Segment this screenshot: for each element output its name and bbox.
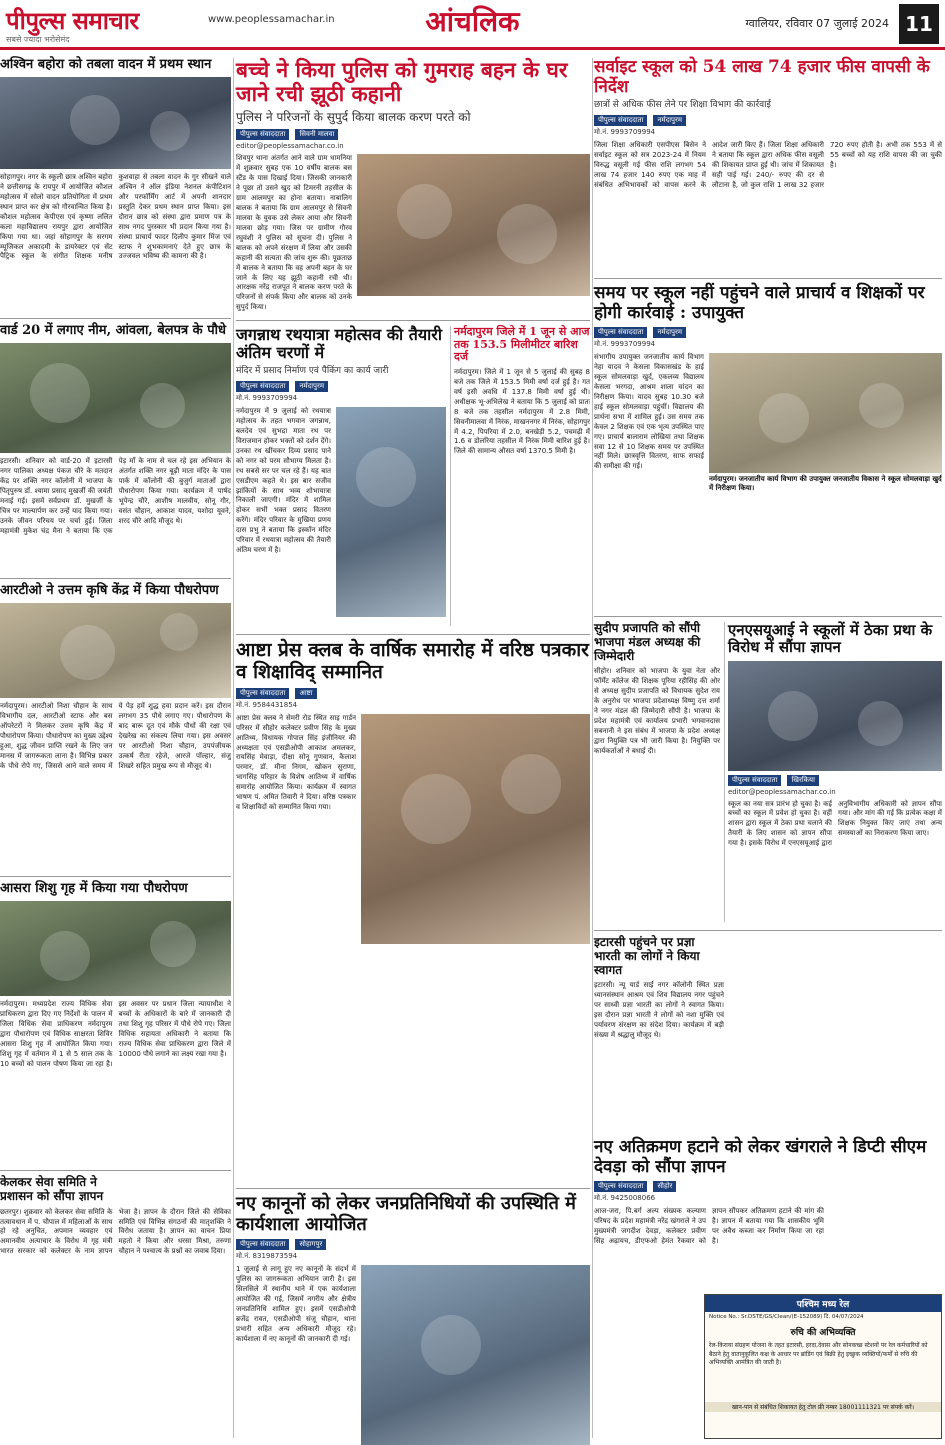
story-headline: समय पर स्कूल नहीं पहुंचने वाले प्राचार्य व शिक्षकों पर होगी कार्रवाई : उपायुक्त (594, 283, 925, 323)
story-ward20 (0, 324, 231, 567)
story-headline: आरटीओ ने उत्तम कृषि केंद्र में किया पौधरोपण (0, 583, 219, 598)
dateline: ग्वालियर, रविवार 07 जुलाई 2024 (745, 17, 889, 30)
story-headline: नए कानूनों को लेकर जनप्रतिनिधियों की उपस्थिति में कार्यशाला आयोजित (236, 1193, 576, 1235)
story-sudeep (594, 622, 720, 919)
story-headline: इटारसी पहुंचने पर प्रज्ञा भारती का लोगों ने किया स्वागत (594, 935, 700, 977)
ad-notice: Notice No.: Sr.DSTE/GS/Clean/(E-152089) दि. 04/07/2024 (709, 1314, 864, 1320)
lead-subhead: पुलिस ने परिजनों के सुपुर्द किया बालक करण परते को (236, 110, 471, 125)
principal-photo (709, 353, 942, 473)
ad-title: रुचि की अभिव्यक्ति (790, 1328, 856, 1339)
tabla-photo (0, 77, 231, 169)
story-police (236, 57, 590, 312)
story-headline: नए अतिक्रमण हटाने को लेकर खंगराले ने डिप्टी सीएम देवड़ा को सौंपा ज्ञापन (594, 1137, 927, 1177)
ad-header: पश्चिम मध्य रेल (705, 1295, 941, 1312)
byline (236, 381, 446, 392)
story-headline: आसरा शिशु गृह में किया गया पौधरोपण (0, 881, 188, 896)
story-body: 1 जुलाई से लागू हुए नए कानूनों के संदर्भ में पुलिस का जागरूकता अभियान जारी है। इस सिलसिले में स्थानीय थाने में एक कार्यशाला आयोजित की गई, जिसमें नगरीय और क्षेत्रीय जनप्रतिनिधि शामिल हुए। इसमें एसडीओपी ब्रजेंद्र रावत, एसडीओपी संजू चौहान, थाना प्रभारी सहित अन्य अधिकारी मौजूद रहे। कार्यशाला में नए कानूनों की जानकारी दी गई। (236, 1265, 356, 1343)
story-kelkar (0, 1176, 231, 1408)
story-shishu (0, 882, 231, 1170)
workshop-photo (361, 1265, 590, 1445)
byline-email[interactable]: editor@peoplessamachar.co.in (728, 787, 836, 796)
byline-mobile: मो.नं. 9993709994 (594, 128, 656, 137)
byline (236, 129, 590, 140)
plantation-photo (0, 343, 231, 453)
byline-place: नर्मदापुरम (295, 381, 328, 392)
story-body: सीहोर। शनिवार को भाजपा के युवा नेता और फॉर्मेंट कॉलेज की शिक्षक पूरिया रहीसिंह की ओर से अध्यक्ष सुदीप प्रजापति को विधायक सुदेश राय के अनुरोध पर भाजपा प्रदेशाध्यक्ष विष्णु दत्त शर्मा ने नगर मंडल की जिम्मेदारी सौंपी है। भाजपा के प्रदेश महामंत्री एवं कार्यालय प्रभारी भगवानदास सबनानी ने इस संबंध में भाजपा के प्रदेश अध्यक्ष द्वारा नियुक्ति पत्र भी जारी किया है। नियुक्ति पर कार्यकर्ताओं ने बधाई दी। (594, 667, 720, 755)
byline-place: सिवनी मालवा (295, 129, 338, 140)
press-club-photo (361, 714, 590, 944)
byline-mobile: मो.नं. 9993709994 (236, 394, 298, 403)
story-headline: अश्विन बहोरा को तबला वादन में प्रथम स्थान (0, 57, 212, 72)
story-headline: जगन्नाथ रथयात्रा महोत्सव की तैयारी अंतिम चरणों में (236, 325, 442, 363)
story-body: नर्मदापुरम। मध्यप्रदेश राज्य विधिक सेवा प्राधिकरण द्वारा दिए गए निर्देशों के पालन में जिला विधिक सेवा प्राधिकरण नर्मदापुरम द्वारा पौधारोपण एवं विधिक साक्षरता शिविर आसरा शिशु गृह में आयोजित किया गया। शिशु गृह में वर्तमान में 1 से 5 साल तक के 10 बच्चों को पालन पोषण किया जा रहा है। इस अवसर पर प्रधान जिला न्यायाधीश ने बच्चों के अधिकारों के बारे में जानकारी दी तथा शिशु गृह परिसर में पौधे रोपे गए। जिला विधिक सहायता अधिकारी ने बताया कि राज्य विधिक सेवा प्राधिकरण द्वारा जिले में 10000 पौधे लगाने का लक्ष्य रखा गया है। (0, 999, 231, 1068)
byline-reporter: पीपुल्स संवाददाता (594, 327, 647, 338)
story-encroach (594, 1138, 942, 1305)
byline-place: नर्मदापुरम (653, 327, 686, 338)
railway-ad (704, 1294, 942, 1439)
story-headline: सर्वाइट स्कूल को 54 लाख 74 हजार फीस वापसी के निर्देश (594, 57, 930, 97)
byline-mobile: मो.नं. 9425008066 (594, 1194, 656, 1203)
photo-caption: नर्मदापुरम। जनजातीय कार्य विभाग की उपायुक्त जनजातीय विकास ने स्कूल सोमलवाड़ा खुर्द में निरीक्षण किया। (709, 475, 942, 493)
ad-footer: खान-पान से संबंधित शिकायत हेतु टोल फ्री नम्बर 18001111321 पर संपर्क करें। (705, 1402, 941, 1412)
byline-reporter: पीपुल्स संवाददाता (236, 129, 289, 140)
byline-mobile: मो.नं. 9584431854 (236, 700, 298, 709)
story-body: जिला शिक्षा अधिकारी एसपीएस बिसेन ने सर्वाइट स्कूल को सत्र 2023-24 में नियम विरुद्ध वसूली गई फीस राशि लगभग 54 लाख 74 हजार 140 रुपए एक माह में संबंधित अभिभावकों को वापस करने के आदेश जारी किए हैं। जिला शिक्षा अधिकारी ने बताया कि स्कूल द्वारा अधिक फीस वसूली की शिकायत प्राप्त हुई थी। जांच में शिकायत सही पाई गई। 240/- रुपए की दर से लौटाना है, जो कुल राशि 1 लाख 32 हजार 720 रुपए होती है। अभी तक 553 में से 55 बच्चों को यह राशि वापस की जा चुकी है। (594, 141, 942, 190)
story-body: आज-जरा, पि.बर्ग अल्प संख्यक कल्याण परिषद के प्रदेश महामंत्री नरेंद्र खंगराले ने उप मुख्यमंत्री जगदीश देवड़ा, कलेक्टर प्रवीण सिंह अढ़ायच, डीएफओ हेमंत रैकवार को ज्ञापन सौंपकर अतिक्रमण हटाने की मांग की है। ज्ञापन में बताया गया कि शासकीय भूमि पर अवैध कब्जा कर निर्माण किया जा रहा है। (594, 1207, 824, 1245)
rath-photo (336, 407, 446, 617)
byline-place: सोहागपुर (295, 1239, 326, 1250)
story-headline: वार्ड 20 में लगाए नीम, आंवला, बेलपत्र के पौधे (0, 323, 226, 338)
byline (728, 775, 942, 786)
story-body: इटारसी। शनिवार को वार्ड-20 में इटारसी नगर पालिका अध्यक्ष पंकज चौरे के मतदान केंद्र पर शक्ति नगर कॉलोनी में भाजपा के पितृपुरुष डॉ. श्यामा प्रसाद मुखर्जी की जयंती मनाई गई। इसमें सर्वप्रथम डॉ. मुखर्जी के चित्र पर माल्यार्पण कर उन्हें याद किया गया। उनके जीवन परिचय पर चर्चा हुई। जिला महामंत्री मुकेश चंद्र मैना ने बताया कि एक पेड़ माँ के नाम से चल रहे इस अभियान के अंतर्गत शक्ति नगर बूढ़ी माता मंदिर के पास पार्क में कॉलोनी की बुजुर्ग माताओं द्वारा पौधारोपण किया गया। कार्यक्रम में पार्षद भूपेन्द्र चौरे, आशीष मालवीय, सोनू गौर, वसंत चौहान, आकाश यादव, यशोदा यूवने, शरद चौरे आदि मौजूद थे। (0, 456, 231, 535)
masthead (0, 0, 945, 50)
story-body: सोहागपुर। नगर के स्कूली छात्र अश्विन बहोरा ने छत्तीसगढ़ के रायपुर में आयोजित कौशल महोत्सव में सोलो वादन प्रतियोगिता में प्रथम स्थान प्राप्त कर क्षेत्र को गौरवान्वित किया है। कौशल महोत्सव केपीएस एवं कृष्णा ललित कला महाविद्यालय रायपुर द्वारा आयोजित किया गया था। जहां सोहागपुर के सरगम म्यूजिकल अकादमी के डायरेक्टर एवं सेंट पैट्रिक स्कूल के संगीत शिक्षक मनीष कुशवाहा से तबला वादन के गुर सीखने वाले अश्विन ने ऑल इंडिया नेशनल कंपीटिशन और परफॉर्मिंग आर्ट में अपनी शानदार प्रस्तुति देकर प्रथम स्थान प्राप्त किया। इस दौरान छात्र को संस्था द्वारा प्रमाण पत्र के साथ नगद पुरस्कार भी प्रदान किया गया है। संस्था प्राचार्य फादर दिलीप कुमार मिंज एवं स्टाफ ने शुभकामनाएं देते हुए छात्र के उज्जवल भविष्य की कामना की है। (0, 172, 231, 261)
story-body: इटारसी। न्यू यार्ड साईं नगर कॉलोनी स्थित प्रज्ञा ध्यानसंस्थान आश्रम एवं शिव विद्यालय नगर पहुंचने पर साध्वी प्रज्ञा भारती का लोगों ने स्वागत किया। इस दौरान प्रज्ञा भारती ने लोगों को नशा मुक्ति एवं पर्यावरण संरक्षण का संदेश दिया। कार्यक्रम में बड़ी संख्या में श्रद्धालु मौजूद थे। (594, 981, 724, 1040)
story-body: छतरपुर। शुक्रवार को केलकर सेवा समिति के तत्वावधान में प. चौपाल में महिलाओं के साथ हो रहे अनुचित, अपमान व्यवहार एवं अमानवीय अत्याचार के विरोध में गृह मंत्री भारत सरकार को कलेक्टर के नाम ज्ञापन भेजा है। ज्ञापन के दौरान जिले की सेविका समिति एवं विभिन्न संगठनों की मातृशक्ति ने विरोध जताया है। ज्ञापन का वाचन प्रिया महतो ने किया और धरसा मिश्रा, तरुणा चौहान ने पश्चात्य के प्रश्नों का जवाब दिया। (0, 1207, 231, 1256)
story-body: संभागीय उपायुक्त जनजातीय कार्य विभाग नेहा यादव ने केसला विकासखंड के हाई स्कूल सोमलवाड़ा खुर्द, एकलव्य विद्यालय केसला भरगदा, आश्रम शाला चांदन का निरीक्षण किया। यादव सुबह 10.30 बजे हाई स्कूल सोमलवाड़ा पहुंचीं। विद्यालय की प्रार्थना सभा में शामिल हुई। उस समय तक केवल 2 शिक्षक एवं एक भृत्य उपस्थित पाए गए। प्राचार्य बालाराम लोखिया तथा शिक्षक सवा 12 से 10 शिक्षक समय पर उपस्थित नहीं मिले। छात्रवृत्ति वितरण, साफ सफाई की समीक्षा की गई। (594, 353, 704, 471)
story-headline: नर्मदापुरम जिले में 1 जून से आज तक 153.5 मिलीमीटर बारिश दर्ज (454, 325, 590, 364)
byline-reporter: पीपुल्स संवाददाता (236, 1239, 289, 1250)
nsui-photo (728, 661, 942, 771)
story-headline: आष्टा प्रेस क्लब के वार्षिक समारोह में वरिष्ठ पत्रकार व शिक्षाविद् सम्मानित (236, 639, 589, 683)
story-press (236, 640, 590, 944)
byline-reporter: पीपुल्स संवाददाता (236, 688, 289, 699)
story-body: आष्टा प्रेस क्लब ने सेमरी रोड स्थित साइ गार्डन परिसर में सीहोर कलेक्टर प्रवीण सिंह के मुख्य आतिथ्य, विधायक गोपाल सिंह इंजीनियर की अध्यक्षता एवं एसडीओपी आकाश अमलकर, रायसिंह मेवाड़ा, दीक्षा सोनू गुणवान, कैलाश परमार, डॉ. मीना निगम, खोकन सुराणा, भागसिंह परिहार के विशेष आतिथ्य में वार्षिक समारोह आयोजित किया। कार्यक्रम में स्वागत भाषण पं. अमित तिवारी ने दिया। वरिष्ठ पत्रकार व शिक्षाविदों को सम्मानित किया गया। (236, 713, 356, 812)
story-subhead: छात्रों से अधिक फीस लेने पर शिक्षा विभाग की कार्रवाई (594, 100, 771, 111)
story-body: स्कूल का नया सत्र प्रारंभ हो चुका है। कई बच्चों का स्कूल में प्रवेश हो चुका है। वहीं शासन द्वारा स्कूल में ठेका प्रथा चलाने की तैयारी के लिए शासन को ज्ञापन सौंपा गया है। इसके विरोध में एनएसयूआई द्वारा अनुविभागीय अधिकारी को ज्ञापन सौंपा गया। और मांग की गई कि प्रत्येक कक्षा में शिक्षक नियुक्त किए जाएं तथा अन्य समस्याओं का निराकरण किया जाए। (728, 799, 942, 848)
newspaper-logo: पीपुल्स समाचार (6, 6, 139, 35)
byline-mobile: मो.नं. 9993709994 (594, 340, 656, 349)
story-body: नर्मदापुरम। आरटीओ निशा चौहान के साथ विभागीय दल, आरटीओ स्टाफ और बस ऑपरेटरों ने मिलकर उत्तम कृषि केंद्र में पौधारोपण किया। पौधारोपण का मुख्य उद्देश्य हुआ, शुद्ध जीवन प्राप्ति रखने के लिए जन मानस में जागरूकता लाना है। विभिन्न प्रकार के पौधे रोपे गए, जिससे आने वाले समय में ये पेड़ हमें शुद्ध हवा प्रदान करें। इस दौरान लगभग 35 पौधे लगाए गए। पौधारोपण के बाद बारू दूत एवं मौके पौधों की रक्षा एवं देखरेख का संकल्प लिया गया। इस अवसर पर आरटीओ निशा चौहान, उपपंजीयक उत्कर्ष रीता रहेजे, आरजे पॉल्हार, संजु शिखरे सहित प्रमुख रूप से मौजूद थे। (0, 701, 231, 770)
story-headline: एनएसयूआई ने स्कूलों में ठेका प्रथा के विरोध में सौंपा ज्ञापन (728, 621, 933, 657)
story-subhead: मंदिर में प्रसाद निर्माण एवं पैकिंग का कार्य जारी (236, 365, 389, 376)
byline-place: खिरकिया (787, 775, 818, 786)
story-principal (594, 284, 942, 503)
story-body: नर्मदापुरम में 9 जुलाई को रथयात्रा महोत्सव के तहत भगवान जगन्नाथ, बलदेव एवं सुभद्रा माता रथ पर विराजमान होकर भक्तों को दर्शन देंगे। उनका रथ खींचकर दिव्य प्रसाद पाने को नगर को परम सौभाग्य मिलता है। रथ सबसे सर पर चल रहे हैं। यह बात एसडीएम कहते थे। इस बार सजीव झांकियों के साथ भव्य शोभायात्रा निकाली जाएगी। मंदिर में शामिल होकर सभी भक्त प्रसाद वितरण करेंगे। मंदिर परिवार के मुखिया प्रणय दास प्रभु ने बताया कि इस्कॉन मंदिर परिवार में रथयात्रा महोत्सव की तैयारी अंतिम चरण में है। (236, 407, 331, 555)
story-headline: सुदीप प्रजापति को सौंपी भाजपा मंडल अध्यक्ष की जिम्मेदारी (594, 621, 701, 663)
byline (236, 1239, 590, 1250)
story-body: नर्मदापुरम। जिले में 1 जून से 5 जुलाई की सुबह 8 बजे तक जिले में 153.5 मिमी वर्षा दर्ज हुई है। गत वर्ष इसी अवधि में 137.8 मिमी वर्षा हुई थी। अधीक्षक भू-अभिलेख ने बताया कि 5 जुलाई को प्रातः 8 बजे तक तहसील नर्मदापुरम में 2.8 मिमी, सिवनीमालवा में निरंक, माखननगर में निरंक, सोहागपुर में 4.2, पिपरिया में 2.0, बनखेड़ी 5.2, पचमढ़ी में 1.6 व डोलरिया तहसील में निरंक मिमी बारिश हुई है। जिले की सामान्य औसत वर्षा 1370.5 मिमी है। (454, 367, 590, 456)
lead-headline: बच्चे ने किया पुलिस को गुमराह बहन के घर जाने रची झूठी कहानी (236, 57, 568, 107)
rto-photo (0, 603, 231, 698)
byline-reporter: पीपुल्स संवाददाता (728, 775, 781, 786)
byline-mobile: मो.नं. 8319873594 (236, 1252, 298, 1261)
story-itarsi-block (594, 936, 724, 1141)
byline-email[interactable]: editor@peoplessamachar.co.in (236, 142, 344, 151)
byline (236, 688, 590, 699)
byline (594, 115, 942, 126)
story-tabla (0, 58, 231, 296)
byline-reporter: पीपुल्स संवाददाता (594, 1181, 647, 1192)
byline (594, 327, 942, 338)
byline-place: आष्टा (295, 688, 316, 699)
story-body: शिवपुर थाना अंतर्गत आने वाले ग्राम धामनिया में शुक्रवार सुबह एक 10 वर्षीय बालक बस स्टैंड के पास दिखाई दिया। जिसकी जानकारी ने पूछा तो उसने खुद को टिमरनी तहसील के ग्राम आलमपुर का होना बताया। नाबालिग बालक ने बताया कि ग्राम आलमपुर से सिवनी मालवा के युवक उसे लेकर आया और सिवनी मालवा छोड़ गया। जिस पर ग्रामीण गौरव रघुवंशी ने पुलिस को सूचना दी। पुलिस ने बालक को अपने संरक्षण में लिया और उसकी कहानी की सत्यता की जांच शुरू की। पूछताछ में बालक ने बताया कि वह अपनी बहन के घर जाने के लिए यह झूठी कहानी रची थी। आरक्षक नरेंद्र राजपूत ने बालक करण परते के परिजनों से संपर्क किया और बालक को उनके सुपुर्द किया। (236, 154, 352, 312)
ad-body: रेल-किराया संग्रहण योजना के तहत इटारसी, हरदा,देवास और सोनकच्छ स्टेशनों पर रेल कर्मचारियों को बैठाने हेतु वातानुकूलित कक्ष के आधार पर ब्रांडिंग एवं बिक्री हेतु इच्छुक व्यक्तियों/फर्मों से रुचि की अभिव्यक्ति आमंत्रित की जाती है। (709, 1342, 928, 1366)
shishu-photo (0, 901, 231, 996)
byline-place: नर्मदापुरम (653, 115, 686, 126)
story-nsui (728, 622, 942, 892)
byline (594, 1181, 942, 1192)
byline-reporter: पीपुल्स संवाददाता (236, 381, 289, 392)
section-title: आंचलिक (425, 5, 520, 38)
police-photo (357, 154, 590, 296)
story-school54 (594, 58, 942, 261)
story-rain (454, 326, 590, 614)
story-rto (0, 584, 231, 852)
story-workshop (236, 1194, 590, 1445)
page-number: 11 (899, 4, 939, 44)
byline-reporter: पीपुल्स संवाददाता (594, 115, 647, 126)
newspaper-tagline: सबसे ज्यादा भरोसेमंद (6, 35, 70, 44)
story-headline: केलकर सेवा समिति ने प्रशासन को सौंपा ज्ञापन (0, 1175, 104, 1203)
story-rath (236, 326, 446, 617)
website-url[interactable]: www.peoplessamachar.in (208, 14, 335, 25)
byline-place: सीहोर (653, 1181, 676, 1192)
